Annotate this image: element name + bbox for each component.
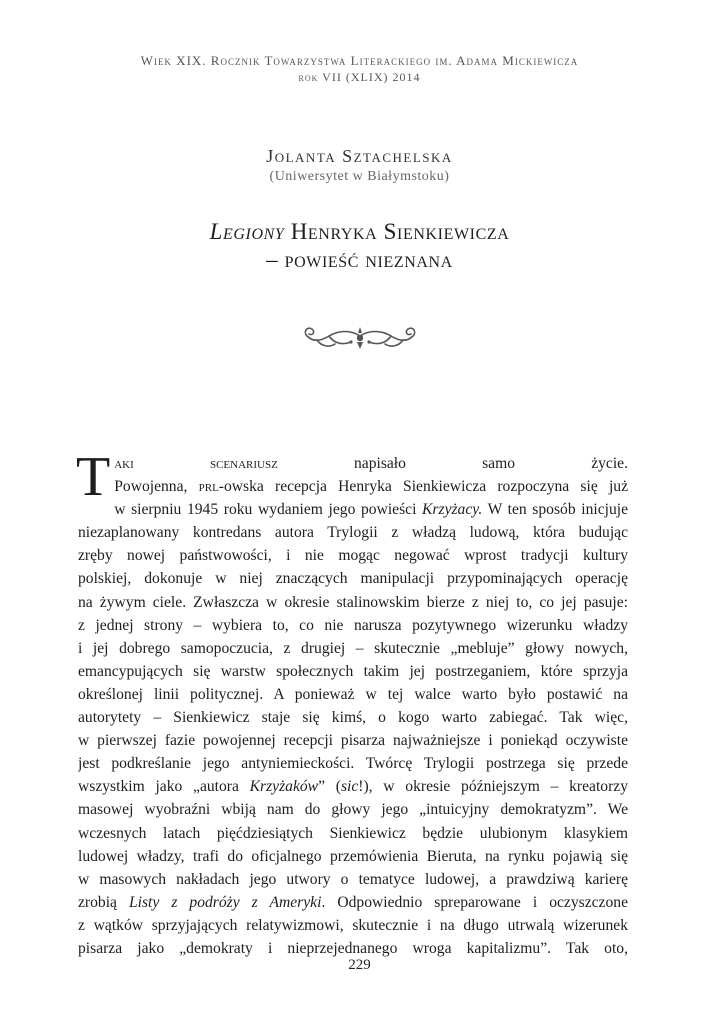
journal-title: Wiek XIX. Rocznik Towarzystwa Literackiego im. Adama Mickiewicza bbox=[140, 53, 579, 68]
body-line bbox=[78, 706, 628, 729]
text-run: ludowej władzy, trafi do oficjalnego przemówienia Bieruta, na rynku pojawią się bbox=[78, 847, 628, 865]
issue-line: rok VII (XLIX) 2014 bbox=[298, 70, 421, 84]
text-run: ” ( bbox=[318, 778, 341, 796]
text-run: masowej wyobraźni wbiją nam do głowy jego „intuicyjny demokratyzm”. We bbox=[78, 801, 628, 819]
author-block bbox=[0, 145, 719, 187]
running-head bbox=[0, 52, 719, 86]
body-line bbox=[78, 891, 628, 914]
text-run: -owska recepcja Henryka Sienkiewicza rozpoczyna się już bbox=[218, 478, 628, 496]
text-run: Powojenna, bbox=[114, 478, 199, 496]
body-line bbox=[78, 544, 628, 567]
text-run: polskiej, dokonuje w niej znaczących manipulacji przypominających operację bbox=[78, 570, 628, 588]
text-run: wszystkim jako „autora bbox=[78, 778, 250, 796]
body-line bbox=[78, 914, 628, 937]
text-run: W ten sposób inicjuje bbox=[482, 501, 628, 519]
author-name: Jolanta Sztachelska bbox=[266, 146, 453, 166]
text-run: pisarza jako „demokraty i nieprzejednanego wroga kapitalizmu”. Tak oto, bbox=[78, 939, 628, 957]
body-line bbox=[78, 683, 628, 706]
text-run: sic bbox=[340, 778, 359, 796]
text-run: autorytety – Sienkiewicz staje się kimś, o kogo warto zabiegać. Tak więc, bbox=[78, 709, 628, 727]
text-run: Krzyżacy. bbox=[422, 501, 483, 519]
drop-cap: T bbox=[76, 446, 111, 508]
text-run: z jednej strony – wybiera to, co nie narusza pozytywnego wizerunku władzy bbox=[78, 616, 628, 634]
text-run: !), w okresie późniejszym – kreatorzy bbox=[358, 778, 628, 796]
title-rest: Henryka Sienkiewicza bbox=[284, 219, 510, 244]
body-line bbox=[114, 475, 628, 498]
text-run: w sierpniu 1945 roku wydaniem jego powieści bbox=[114, 501, 423, 519]
text-run: . Odpowiednio spreparowane i oczyszczone bbox=[321, 893, 628, 911]
body-line bbox=[78, 822, 628, 845]
text-run: w pierwszej fazie powojennej recepcji pisarza najważniejsze i poniekąd oczywiste bbox=[78, 732, 628, 750]
text-run: aki scenariusz bbox=[114, 455, 278, 472]
article-body bbox=[76, 446, 628, 960]
author-affiliation: (Uniwersytet w Białymstoku) bbox=[269, 169, 450, 184]
text-run: na żywym ciele. Zwłaszcza w okresie stalinowskim bierze z niej to, co jej pasuje: bbox=[78, 593, 628, 611]
body-line bbox=[78, 521, 628, 544]
text-run: w masowych nakładach jego utwory o tematyce ludowej, a prawdziwą karierę bbox=[78, 870, 628, 888]
text-run: zręby nowej państwowości, i nie mogąc negować wprost tradycji kultury bbox=[78, 547, 628, 565]
body-line bbox=[78, 614, 628, 637]
body-line bbox=[78, 729, 628, 752]
body-line bbox=[78, 567, 628, 590]
text-run: określonej linii politycznej. A ponieważ w tej walce warto było postawić na bbox=[78, 685, 628, 703]
text-run: zrobią bbox=[78, 893, 129, 911]
body-line bbox=[78, 660, 628, 683]
text-run: Krzyżaków bbox=[249, 778, 319, 796]
text-run: jest podkreślanie jego antyniemieckości. Twórcę Trylogii postrzega się przede bbox=[78, 755, 628, 773]
title-italic-part: Legiony bbox=[209, 219, 285, 244]
text-run: niezaplanowany kontredans autora Trylogii z władzą ludową, która budując bbox=[78, 524, 628, 542]
page-number: 229 bbox=[348, 957, 371, 973]
body-line bbox=[78, 775, 628, 798]
body-line bbox=[78, 637, 628, 660]
body-line bbox=[78, 798, 628, 821]
fleuron-ornament-icon bbox=[299, 322, 421, 356]
text-run: napisało samo życie. bbox=[277, 455, 628, 472]
body-line bbox=[78, 845, 628, 868]
title-line-2: – powieść nieznana bbox=[266, 247, 453, 272]
body-line bbox=[114, 452, 628, 475]
body-line bbox=[78, 868, 628, 891]
title-line-1 bbox=[0, 218, 719, 246]
text-run: emancypujących się warstw społecznych takim jej postrzeganiem, które sprzyja bbox=[78, 662, 628, 680]
text-run: prl bbox=[198, 478, 219, 496]
article-title bbox=[0, 218, 719, 274]
text-run: wczesnych latach pięćdziesiątych Sienkiewicz będzie ulubionym klasykiem bbox=[78, 824, 628, 842]
body-line bbox=[114, 498, 628, 521]
body-line bbox=[78, 752, 628, 775]
text-run: i jej dobrego samopoczucia, z drugiej – skutecznie „mebluje” głowy nowych, bbox=[78, 639, 628, 657]
text-run: Listy z podróży z Ameryki bbox=[128, 893, 322, 911]
text-run: z wątków sprzyjających relatywizmowi, skutecznie i na długo utrwalą wizerunek bbox=[78, 916, 628, 934]
body-line bbox=[78, 591, 628, 614]
